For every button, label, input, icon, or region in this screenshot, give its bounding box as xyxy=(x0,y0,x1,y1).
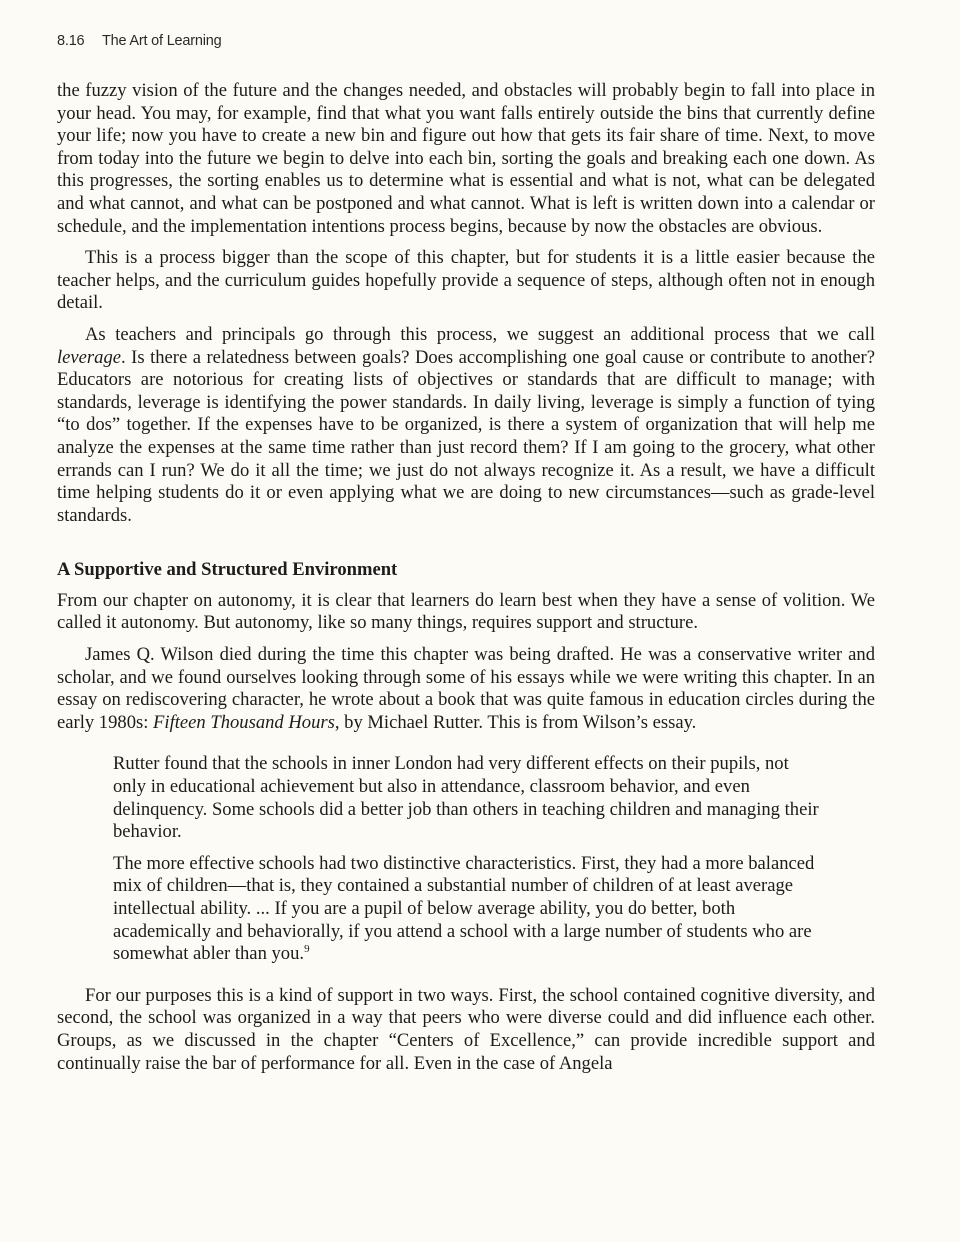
quote-paragraph-2-text: The more effective schools had two distinctive characteristics. First, they had a more balanced mix of children—that is, they contained a substantial number of children of at least average intellectual ability. ... If you are a pupil of below average ability, you do better, both academically and behaviorally, if you attend a school with a large number of students who are somewhat abler than you. xyxy=(113,852,815,965)
book-title: The Art of Learning xyxy=(102,33,222,49)
paragraph-leverage xyxy=(57,324,875,527)
section-heading: A Supportive and Structured Environment xyxy=(57,559,398,581)
page-number: 8.16 xyxy=(57,33,85,49)
paragraph-wilson xyxy=(57,644,875,734)
paragraph-autonomy: From our chapter on autonomy, it is clear that learners do learn best when they have a sense of volition. We called it autonomy. But autonomy, like so many things, requires support and structure. xyxy=(57,589,875,634)
block-quote xyxy=(113,753,820,965)
page-body xyxy=(57,80,875,1084)
paragraph-continued: the fuzzy vision of the future and the changes needed, and obstacles will probably begin to fall into place in your head. You may, for example, find that what you want falls entirely outside the bins that currently define your life; now you have to create a new bin and figure out how that gets its fair share of time. Next, to move from today into the future we begin to delve into each bin, sorting the goals and breaking each one down. As this progresses, the sorting enables us to determine what is essential and what is not, what can be delegated and what cannot, and what can be postponed and what cannot. What is left is written down into a calendar or schedule, and the implementation intentions process begins, because by now the obstacles are obvious. xyxy=(57,80,875,237)
paragraph-process: This is a process bigger than the scope of this chapter, but for students it is a little easier because the teacher helps, and the curriculum guides hopefully provide a sequence of steps, although often not in enough detail. xyxy=(57,247,875,314)
running-head xyxy=(57,33,222,49)
leverage-text-after: . Is there a relatedness between goals? Does accomplishing one goal cause or contribute to another? Educators are notorious for creating lists of objectives or standards that are difficult to manage; with standards, leverage is identifying the power standards. In daily living, leverage is simply a function of tying “to dos” together. If the expenses have to be organized, is there a system of organization that will help me analyze the expenses at the same time rather than just record them? If I am going to the grocery, what other errands can I run? We do it all the time; we just do not always recognize it. As a result, we have a difficult time helping students do it or even applying what we are doing to new circumstances—such as grade-level standards. xyxy=(57,346,875,526)
wilson-text-after: , by Michael Rutter. This is from Wilson’s essay. xyxy=(334,711,697,733)
quote-paragraph-2 xyxy=(113,853,820,966)
book-title-italic: Fifteen Thousand Hours xyxy=(153,711,335,733)
leverage-term: leverage xyxy=(57,346,122,368)
paragraph-purposes: For our purposes this is a kind of support in two ways. First, the school contained cognitive diversity, and second, the school was organized in a way that peers who were diverse could and did influence each other. Groups, as we discussed in the chapter “Centers of Excellence,” can provide incredible support and continually raise the bar of performance for all. Even in the case of Angela xyxy=(57,984,875,1074)
quote-paragraph-1: Rutter found that the schools in inner London had very different effects on their pupils, not only in educational achievement but also in attendance, classroom behavior, and even delinquency. Some schools did a better job than others in teaching children and managing their behavior. xyxy=(113,753,819,843)
footnote-marker: 9 xyxy=(304,943,310,956)
leverage-text-before: As teachers and principals go through this process, we suggest an additional process that we call xyxy=(85,323,875,345)
wilson-text-before: James Q. Wilson died during the time this chapter was being drafted. He was a conservative writer and scholar, and we found ourselves looking through some of his essays while we were writing this chapter. In an essay on rediscovering character, he wrote about a book that was quite famous in education circles during the early 1980s: xyxy=(57,644,875,733)
